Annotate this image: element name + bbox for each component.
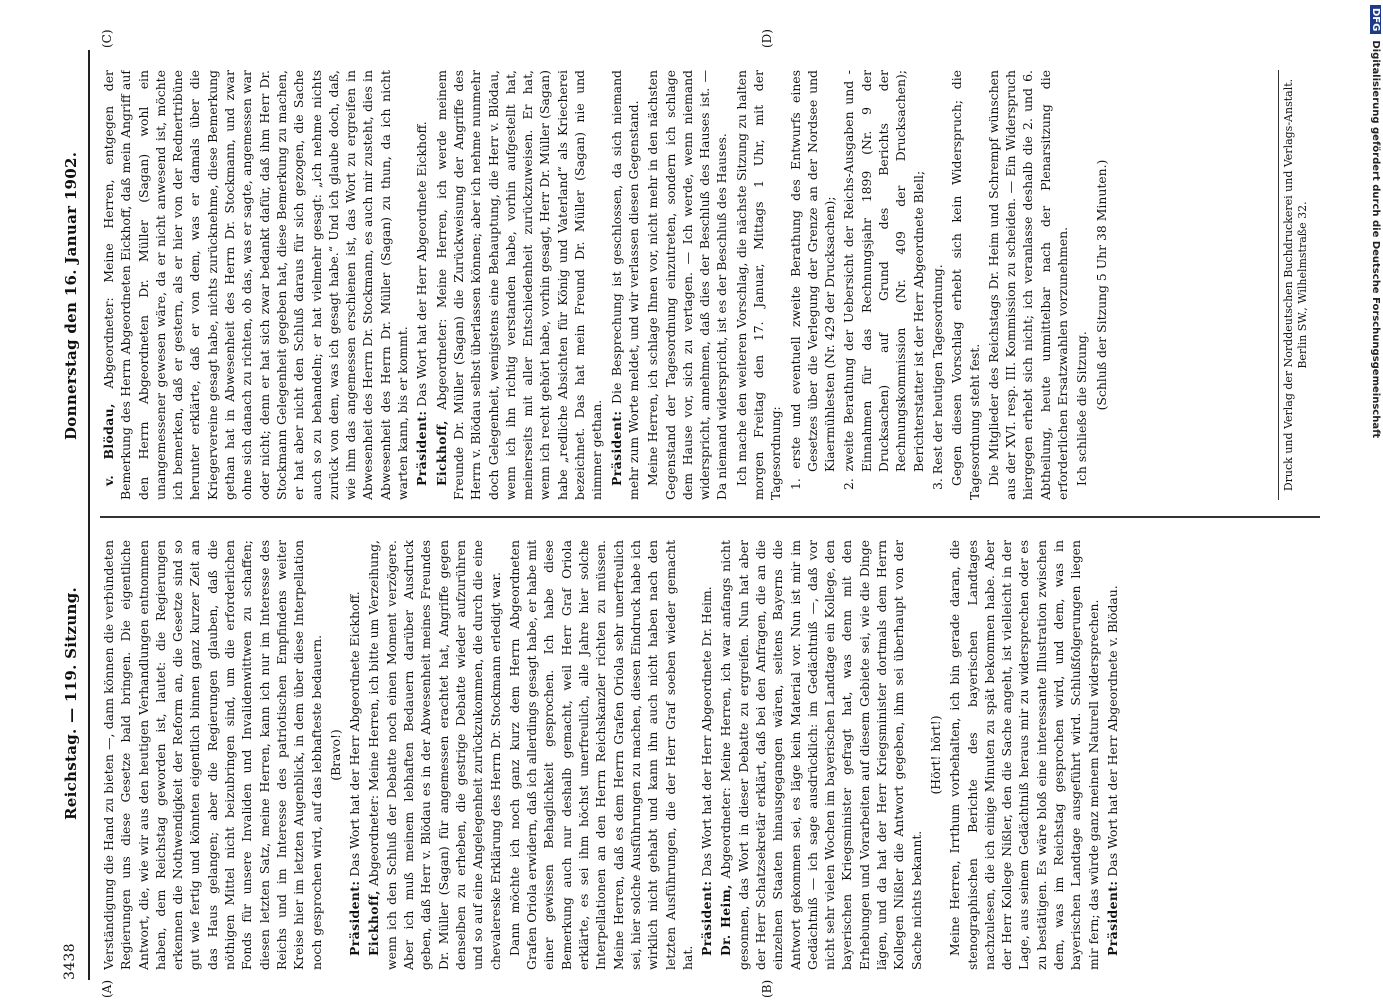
speaker-name: Eickhoff, — [433, 420, 449, 486]
speaker-name: Präsident: — [699, 880, 715, 956]
session-date: Donnerstag den 16. Januar 1902. — [62, 151, 80, 440]
session-title: Reichstag. — 119. Sitzung. — [62, 586, 80, 820]
margin-mark-a: (A) — [100, 979, 114, 998]
paragraph — [717, 540, 925, 970]
closing-note: (Schluß der Sitzung 5 Uhr 38 Minuten.) — [1093, 159, 1109, 411]
printer-imprint: Druck und Verlag der Norddeutschen Buchdruckerei und Verlags-Anstalt. Berlin SW., Wilhelmstraße 32. — [1278, 70, 1310, 500]
header-rule — [88, 50, 90, 980]
paragraph: Gegen diesen Vorschlag erhebt sich kein Widerspruch; die Tagesordnung steht fest. — [949, 70, 982, 500]
speaker-name: Eickhoff, — [366, 890, 382, 956]
paragraph: Ich schließe die Sitzung. — [1074, 331, 1090, 486]
column-divider — [100, 516, 1320, 518]
speech-text: Das Wort hat der Herr Abgeordnete Eickhoff. — [414, 121, 430, 407]
agenda-item: 2. zweite Berathung der Uebersicht der Reichs-Ausgaben und -Einnahmen für das Rechnungsjahr 1899 (Nr. 9 der Drucksachen) auf Grund des Berichts der Rechnungskommission (Nr. 409 der Drucksachen); Berichterstatter ist der Herr Abgeordnete Blell; — [841, 70, 926, 490]
speech-text: Das Wort hat der Herr Abgeordnete Dr. Heim. — [699, 586, 715, 877]
paragraph: Meine Herren, ich schlage Ihnen vor, nicht mehr in den nächsten Gegenstand der Tagesordnung einzutreten, sondern ich schlage dem Hause vor, sich zu vertagen. — Ich werde, wenn niemand widerspricht, annehmen, daß dies der Beschluß des Hauses ist. — Da niemand widerspricht, ist es der Beschluß des Hauses. — [645, 70, 730, 500]
speaker-name: Präsident: — [608, 410, 624, 486]
margin-mark-d: (D) — [760, 29, 774, 48]
agenda-item: 3. Rest der heutigen Tagesordnung. — [929, 264, 945, 490]
paragraph: Meine Herren, Irrthum vorbehalten, ich bin gerade daran, die stenographischen Berichte des bayerischen Landtages nachzulesen, die ich einige Minuten zu spät bekommen habe. Aber der Herr Kollege Nißler, den die Sache angeht, ist vielleicht in der Lage, aus seinem Gedächtniß heraus mir zu widersprechen oder es zu bestätigen. Es wäre bloß eine interessante Illustration zwischen dem, was im Reichstag gesprochen wird, und dem, was in bayerischen Landtage ausgeführt wird. Schlußfolgerungen liegen mir fern; das würde ganz meinem Naturell widersprechen. — [947, 540, 1101, 970]
paragraph — [346, 540, 363, 970]
paragraph — [365, 540, 503, 970]
speaker-name: Präsident: — [1104, 880, 1120, 956]
right-column — [100, 70, 1310, 500]
speech-text: Die Besprechung ist geschlossen, da sich niemand mehr zum Worte meldet, und wir verlassen diesen Gegenstand. — [608, 70, 641, 500]
margin-mark-b: (B) — [760, 979, 774, 998]
speech-text: Das Wort hat der Herr Abgeordnete v. Blödau. — [1104, 585, 1120, 877]
speaker-name: Präsident: — [414, 410, 430, 486]
page-number: 3438 — [62, 943, 78, 980]
page-header — [60, 50, 84, 980]
paragraph — [698, 540, 715, 970]
applause: (Hört! hört!) — [927, 715, 943, 795]
applause: (Bravo!) — [327, 729, 343, 781]
document-sheet — [60, 29, 1340, 998]
dfg-note-text: Digitalisierung gefördert durch die Deutsche Forschungsgemeinschaft — [1370, 40, 1381, 439]
agenda-list — [787, 70, 947, 500]
agenda-item: 1. erste und eventuell zweite Berathung des Entwurfs eines Gesetzes über die Verlegung der Grenze an der Nordsee und Kiaermühlesten (Nr. 429 der Drucksachen); — [787, 70, 838, 490]
paragraph — [608, 70, 643, 500]
speech-text: Abgeordneter: Meine Herren, ich werde meinem Freunde Dr. Müller (Sagan) die Zurückweisung der Angriffe des Herrn v. Blödau selbst überlassen können; aber ich nehme nunmehr doch Gelegenheit, wenigstens eine Behauptung, die Herr v. Blödau, wenn ich ihn richtig verstanden habe, vorhin aufgestellt hat, meinerseits mit aller Entschiedenheit zurückzuweisen. Er hat, wenn ich recht gehört habe, vorhin gesagt, Herr Dr. Müller (Sagan) habe „redliche Absichten für König und Vaterland“ als Kriecherei bezeichnet. Das hat mein Freund Dr. Müller (Sagan) nie und nimmer gethan. — [433, 70, 605, 500]
paragraph: Dann möchte ich noch ganz kurz dem Herrn Abgeordneten Grafen Oriola erwidern, daß ich allerdings gesagt habe, er habe mit einer gewissen Behaglichkeit gesprochen. Ich habe diese Bemerkung auch nur deshalb gemacht, weil Herr Graf Oriola erklärte, es sei ihm höchst unerfreulich, alle Jahre hier solche Interpellationen an den Herrn Reichskanzler richten zu müssen. Meine Herren, daß es dem Herrn Grafen Oriola sehr unerfreulich sei, hier solche Ausführungen zu machen, diesen Eindruck habe ich wirklich nicht gehabt und kann ihn auch nicht haben nach den letzten Ausführungen, die der Herr Graf soeben wieder gemacht hat. — [506, 540, 695, 970]
paragraph — [1104, 540, 1121, 970]
paragraph — [100, 70, 411, 500]
left-column — [100, 540, 1310, 970]
dfg-note — [1369, 5, 1381, 995]
speaker-name: Dr. Heim, — [718, 884, 734, 956]
dfg-sidebar — [1369, 5, 1381, 995]
speaker-name: Präsident: — [347, 880, 363, 956]
paragraph: Ich mache den weiteren Vorschlag, die nächste Sitzung zu halten morgen Freitag den 17. Januar, Mittags 1 Uhr, mit der Tagesordnung: — [733, 70, 784, 500]
paragraph: Verständigung die Hand zu bieten —, dann können die verbündeten Regierungen uns diese Gesetze bald bringen. Die eigentliche Antwort, die, wie wir aus den heutigen Verhandlungen entnommen haben, dem Reichstag geworden ist, lautet: die Regierungen erkennen die Nothwendigkeit der Reform an, die Gesetze sind so gut wie fertig und könnten eigentlich binnen ganz kurzer Zeit an das Haus gelangen; aber die Regierungen glauben, daß die nöthigen Mittel nicht beizubringen sind, um die erforderlichen Fonds für unsere Invaliden und Invalidenwittwen zu schaffen; diesen letzten Satz, meine Herren, kann ich nur im Interesse des Reichs und im Interesse des patriotischen Empfindens weiter Kreise hier im letzten Augenblick, in dem über diese Interpellation noch gesprochen wird, auf das lebhafteste bedauern. — [101, 540, 324, 970]
paragraph — [433, 70, 606, 500]
speech-text: Abgeordneter: Meine Herren, ich bitte um Verzeihung, wenn ich den Schluß der Debatte noch einen Moment verzögere. Aber ich muß meinem lebhaften Bedauern darüber Ausdruck geben, daß Herr v. Blödau es in der Abwesenheit meines Freundes Dr. Müller (Sagan) für angemessen erachtet hat, Angriffe gegen denselben zu erheben, die gestrige Debatte wieder aufzurühren und so auf eine Angelegenheit zurückzukommen, die durch die eine chevalereske Erklärung des Herrn Dr. Stockmann erledigt war. — [366, 540, 503, 970]
speech-text: Abgeordneter: Meine Herren, entgegen der Bemerkung des Herrn Abgeordneten Eickhoff, daß mein Angriff auf den Herrn Abgeordneten Dr. Müller (Sagan) wohl ein unangemessener gewesen wäre, da er nicht anwesend ist, möchte ich bemerken, daß er gestern, als er hier von der Rednertribüne herunter erklärte, daß er von dem, was er damals über die Kriegervereine gesagt habe, nichts zurücknehme, diese Bemerkung gethan hat in Abwesenheit des Herrn Dr. Stockmann, und zwar ohne sich danach zu richten, ob das, was er sagte, angemessen war oder nicht; denn er hat sich zwar bedankt dafür, daß ihm Herr Dr. Stockmann Gelegenheit gegeben hat, diese Bemerkung zu machen, er hat aber nicht den Schluß daraus für sich gezogen, die Sache auch so zu behandeln; er hat vielmehr gesagt: „ich nehme nichts zurück von dem, was ich gesagt habe.“ Und ich glaube doch, daß, wie ihm das angemessen erschienen ist, das Wort zu ergreifen in Abwesenheit des Herrn Dr. Stockmann, es auch mir zusteht, dies in Abwesenheit des Herrn Dr. Müller (Sagan) zu thun, da ich nicht warten kann, bis er kommt. — [101, 70, 411, 500]
speaker-name: v. Blödau, — [101, 403, 116, 486]
paragraph — [413, 70, 430, 500]
paragraph: Die Mitglieder des Reichstags Dr. Heim und Schrempf wünschen aus der XVI. resp. III. Kommission zu scheiden. — Ein Widerspruch hiergegen erhebt sich nicht; ich veranlasse deshalb die 2. und 6. Abtheilung, heute unmittelbar nach der Plenarsitzung die erforderlichen Ersatzwahlen vorzunehmen. — [985, 70, 1071, 500]
speech-text: Das Wort hat der Herr Abgeordnete Eickhoff. — [347, 591, 363, 877]
speech-text: Abgeordneter: Meine Herren, ich war anfangs nicht gesonnen, das Wort in dieser Debatte zu ergreifen. Nun hat aber der Herr Schatzsekretär erklärt, daß bei den Anfragen, die an die einzelnen Staaten hinausgegangen wären, seitens Bayerns die Antwort gekommen sei, es läge kein Material vor. Nun ist mir im Gedächtniß — ich sage ausdrücklich: im Gedächtniß —, daß vor nicht sehr vielen Wochen im bayerischen Landtage ein Kollege, den bayerischen Kriegsminister gefragt hat, was denn mit den Erhebungen und Vorarbeiten auf diesem Gebiete sei, wie die Dinge lägen, und da hat der Herr Kriegsminister dortmals dem Herrn Kollegen Nißler die Antwort gegeben, ihm sei überhaupt von der Sache nichts bekannt. — [718, 540, 924, 970]
margin-mark-c: (C) — [100, 29, 114, 48]
dfg-logo-icon: DFG — [1370, 5, 1381, 34]
